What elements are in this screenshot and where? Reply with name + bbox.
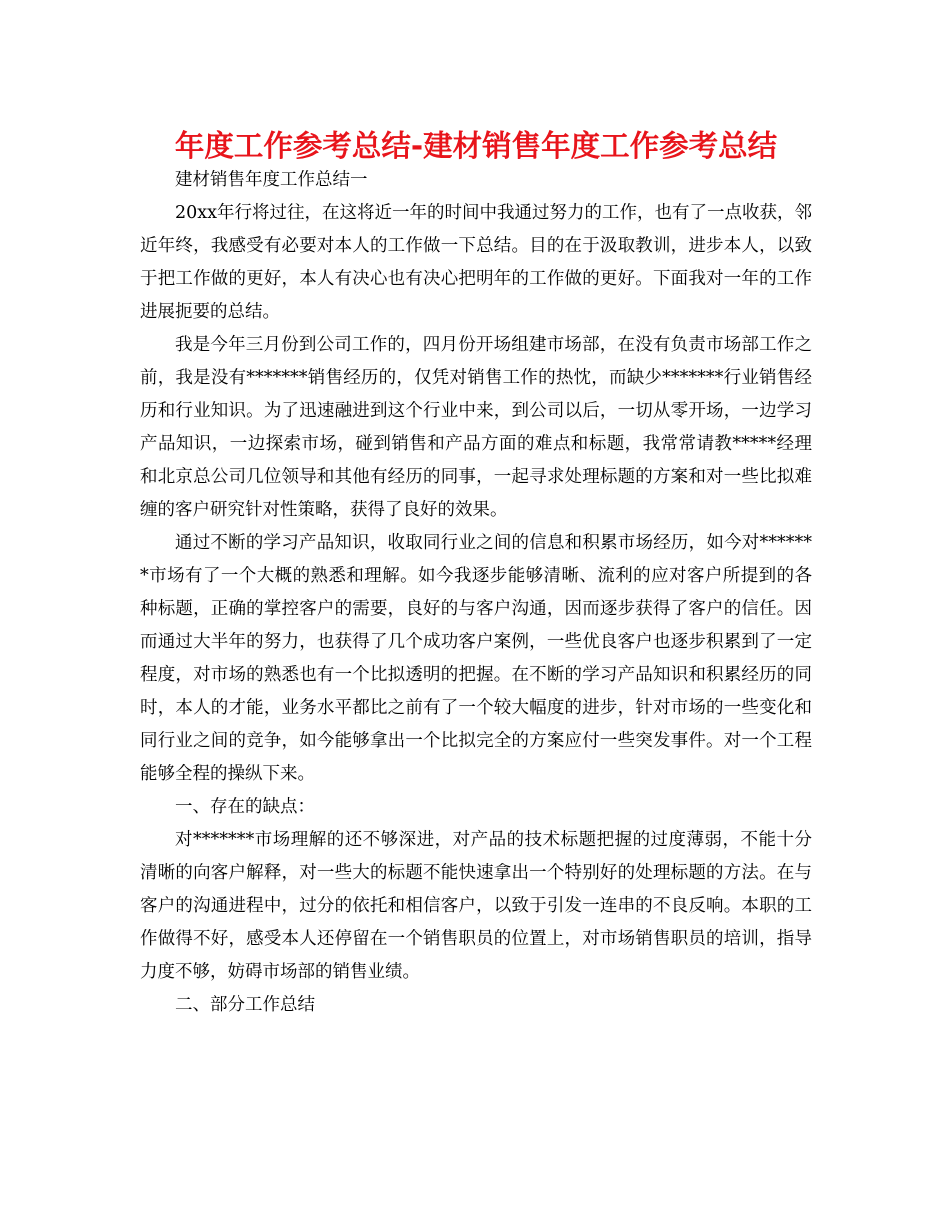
section-heading-shortcomings: 一、存在的缺点： <box>175 797 315 817</box>
section-heading-work-summary: 二、部分工作总结 <box>175 995 315 1015</box>
body-paragraph-2: 我是今年三月份到公司工作的，四月份开场组建市场部，在没有负责市场部工作之前，我是没有*******销售经历的，仅凭对销售工作的热忱，而缺少*******行业销售经历和行业知识。为了迅速融进到这个行业中来，到公司以后，一切从零开场，一边学习产品知识，一边探索市场，碰到销售和产品方面的难点和标题，我常常请教*****经理和北京总公司几位领导和其他有经历的同事，一起寻求处理标题的方案和对一些比拟难缠的客户研究针对性策略，获得了良好的效果。 <box>140 335 812 520</box>
document-subtitle: 建材销售年度工作总结一 <box>175 170 368 190</box>
document-page <box>140 124 812 1022</box>
body-paragraph-shortcomings: 对*******市场理解的还不够深进，对产品的技术标题把握的过度薄弱，不能十分清晰的向客户解释，对一些大的标题不能快速拿出一个特别好的处理标题的方法。在与客户的沟通进程中，过分的依托和相信客户，以致于引发一连串的不良反响。本职的工作做得不好，感受本人还停留在一个销售职员的位置上，对市场销售职员的培训，指导力度不够，妨碍市场部的销售业绩。 <box>140 830 812 982</box>
body-paragraph-3: 通过不断的学习产品知识，收取同行业之间的信息和积累市场经历，如今对*******市场有了一个大概的熟悉和理解。如今我逐步能够清晰、流利的应对客户所提到的各种标题，正确的掌控客户的需要，良好的与客户沟通，因而逐步获得了客户的信任。因而通过大半年的努力，也获得了几个成功客户案例，一些优良客户也逐步积累到了一定程度，对市场的熟悉也有一个比拟透明的把握。在不断的学习产品知识和积累经历的同时，本人的才能，业务水平都比之前有了一个较大幅度的进步，针对市场的一些变化和同行业之间的竞争，如今能够拿出一个比拟完全的方案应付一些突发事件。对一个工程能够全程的操纵下来。 <box>140 533 812 784</box>
body-paragraph-1: 20xx年行将过往，在这将近一年的时间中我通过努力的工作，也有了一点收获，邻近年终，我感受有必要对本人的工作做一下总结。目的在于汲取教训，进步本人，以致于把工作做的更好，本人有决心也有决心把明年的工作做的更好。下面我对一年的工作进展扼要的总结。 <box>140 203 813 322</box>
document-title: 年度工作参考总结-建材销售年度工作参考总结 <box>174 129 778 163</box>
